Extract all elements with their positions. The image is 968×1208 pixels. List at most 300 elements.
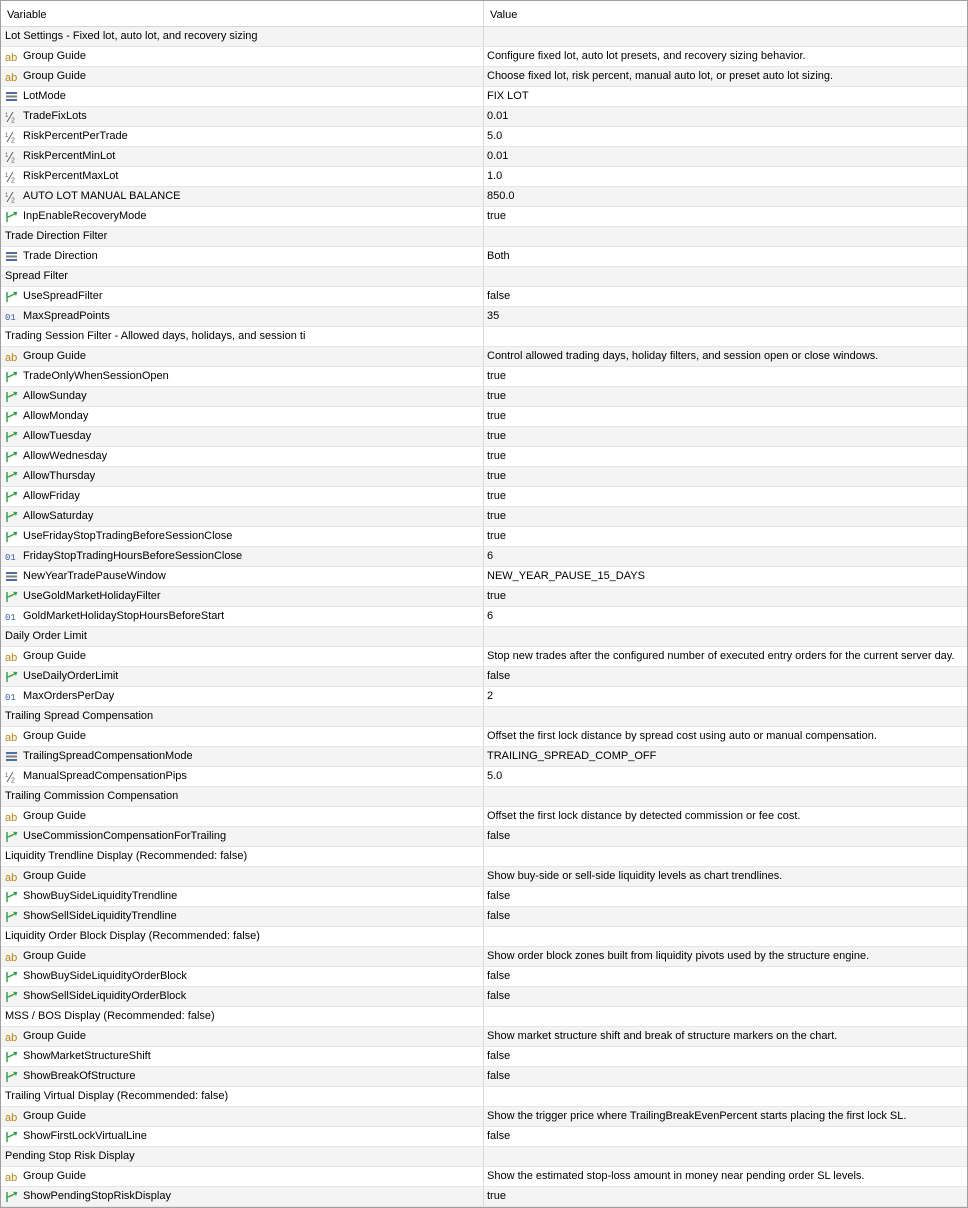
section-row[interactable] [1,1087,967,1107]
section-row[interactable] [1,327,967,347]
svg-text:ab: ab [5,651,18,663]
svg-text:2: 2 [11,197,15,203]
value-cell[interactable]: false [487,830,511,842]
parameter-row[interactable] [1,67,967,87]
variable-name: GoldMarketHolidayStopHoursBeforeStart [23,610,225,622]
parameter-row[interactable] [1,947,967,967]
svg-text:1: 1 [5,772,9,779]
double-type-icon [5,151,21,163]
parameter-row[interactable] [1,727,967,747]
parameter-row[interactable] [1,547,967,567]
svg-text:ab: ab [5,951,18,963]
parameter-row[interactable] [1,187,967,207]
value-cell[interactable]: Show market structure shift and break of structure markers on the chart. [487,1030,838,1042]
svg-text:ab: ab [5,811,18,823]
bool-type-icon [5,831,21,843]
variable-name: Group Guide [23,50,86,62]
section-title [1,227,484,246]
value-cell[interactable]: Offset the first lock distance by detected commission or fee cost. [487,810,801,822]
value-cell[interactable]: TRAILING_SPREAD_COMP_OFF [487,750,657,762]
variable-cell[interactable] [1,247,484,266]
variable-name: AllowSunday [23,390,87,402]
int-type-icon [5,691,21,703]
svg-text:1: 1 [5,152,9,159]
value-cell[interactable]: 2 [487,690,494,702]
parameter-row[interactable] [1,167,967,187]
variable-name: Group Guide [23,70,86,82]
variable-name: AllowMonday [23,410,89,422]
value-cell[interactable]: 0.01 [487,150,509,162]
variable-name: ShowBreakOfStructure [23,1070,136,1082]
double-type-icon [5,191,21,203]
variable-name: UseCommissionCompensationForTrailing [23,830,227,842]
section-title [1,27,484,46]
parameter-row[interactable] [1,107,967,127]
svg-text:1: 1 [5,172,9,179]
variable-name: UseDailyOrderLimit [23,670,119,682]
bool-type-icon [5,431,21,443]
variable-cell[interactable] [1,887,484,906]
value-cell[interactable]: true [487,430,506,442]
variable-cell[interactable] [1,687,484,706]
variable-name: TradeFixLots [23,110,87,122]
enum-type-icon [5,91,21,103]
variable-name: TradeOnlyWhenSessionOpen [23,370,169,382]
variable-cell[interactable] [1,1167,484,1186]
bool-type-icon [5,391,21,403]
bool-type-icon [5,1131,21,1143]
section-row[interactable] [1,787,967,807]
value-cell[interactable]: true [487,490,506,502]
variable-cell[interactable] [1,567,484,586]
variable-name: Group Guide [23,1030,86,1042]
value-cell[interactable]: false [487,890,511,902]
svg-text:01: 01 [5,312,16,323]
parameter-row[interactable] [1,767,967,787]
variable-name: Lot Settings - Fixed lot, auto lot, and recovery sizing [5,30,258,42]
value-cell[interactable]: false [487,1130,511,1142]
string-type-icon [5,51,21,63]
variable-cell[interactable] [1,727,484,746]
svg-text:01: 01 [5,692,16,703]
int-type-icon [5,551,21,563]
variable-name: Group Guide [23,950,86,962]
variable-name: AllowTuesday [23,430,92,442]
variable-cell[interactable] [1,807,484,826]
value-cell [484,927,967,946]
variable-name: MaxSpreadPoints [23,310,110,322]
section-row[interactable] [1,267,967,287]
parameter-row[interactable] [1,687,967,707]
parameter-row[interactable] [1,427,967,447]
variable-name: Group Guide [23,870,86,882]
value-cell[interactable]: true [487,390,506,402]
variable-cell[interactable] [1,47,484,66]
variable-cell[interactable] [1,207,484,226]
parameter-row[interactable] [1,487,967,507]
variable-cell[interactable] [1,587,484,606]
string-type-icon [5,351,21,363]
variable-cell[interactable] [1,67,484,86]
section-title [1,787,484,806]
value-cell[interactable]: 1.0 [487,170,503,182]
section-title [1,267,484,286]
variable-name: AllowThursday [23,470,96,482]
value-cell[interactable]: Show buy-side or sell-side liquidity levels as chart trendlines. [487,870,783,882]
parameter-row[interactable] [1,747,967,767]
variable-name: ShowBuySideLiquidityTrendline [23,890,178,902]
variable-cell[interactable] [1,127,484,146]
value-cell[interactable]: 6 [487,550,494,562]
svg-text:ab: ab [5,1171,18,1183]
variable-name: Pending Stop Risk Display [5,1150,135,1162]
bool-type-icon [5,891,21,903]
section-title [1,707,484,726]
variable-name: UseSpreadFilter [23,290,103,302]
enum-type-icon [5,251,21,263]
value-cell[interactable]: false [487,290,511,302]
variable-cell[interactable] [1,967,484,986]
value-cell[interactable]: Configure fixed lot, auto lot presets, and recovery sizing behavior. [487,50,806,62]
svg-text:ab: ab [5,1111,18,1123]
variable-name: ShowFirstLockVirtualLine [23,1130,147,1142]
svg-text:1: 1 [5,192,9,199]
bool-type-icon [5,491,21,503]
value-cell[interactable]: true [487,470,506,482]
parameter-row[interactable] [1,887,967,907]
variable-name: ShowBuySideLiquidityOrderBlock [23,970,187,982]
variable-name: NewYearTradePauseWindow [23,570,166,582]
variable-name: TrailingSpreadCompensationMode [23,750,193,762]
variable-cell[interactable] [1,347,484,366]
bool-type-icon [5,471,21,483]
variable-name: FridayStopTradingHoursBeforeSessionClose [23,550,243,562]
parameter-row[interactable] [1,827,967,847]
value-cell[interactable]: 850.0 [487,190,515,202]
svg-text:01: 01 [5,552,16,563]
variable-cell[interactable] [1,427,484,446]
int-type-icon [5,611,21,623]
value-cell[interactable]: Show order block zones built from liquidity pivots used by the structure engine. [487,950,870,962]
svg-text:01: 01 [5,612,16,623]
variable-cell[interactable] [1,287,484,306]
value-cell[interactable]: false [487,990,511,1002]
parameter-row[interactable] [1,407,967,427]
parameter-row[interactable] [1,527,967,547]
variable-cell[interactable] [1,387,484,406]
value-cell[interactable]: true [487,1190,506,1202]
variable-name: Group Guide [23,350,86,362]
value-cell[interactable]: true [487,530,506,542]
value-cell [484,1087,967,1106]
value-cell[interactable]: true [487,450,506,462]
parameter-row[interactable] [1,607,967,627]
svg-text:1: 1 [5,112,9,119]
variable-cell[interactable] [1,547,484,566]
bool-type-icon [5,211,21,223]
string-type-icon [5,1031,21,1043]
variable-name: ShowMarketStructureShift [23,1050,151,1062]
parameter-row[interactable] [1,667,967,687]
section-row[interactable] [1,1007,967,1027]
svg-text:1: 1 [5,132,9,139]
svg-text:2: 2 [11,157,15,163]
string-type-icon [5,811,21,823]
variable-name: ShowPendingStopRiskDisplay [23,1190,171,1202]
string-type-icon [5,951,21,963]
value-cell[interactable]: Control allowed trading days, holiday filters, and session open or close windows. [487,350,879,362]
value-cell[interactable]: Stop new trades after the configured number of executed entry orders for the current server day. [487,650,955,662]
int-type-icon [5,311,21,323]
parameter-row[interactable] [1,447,967,467]
variable-name: ManualSpreadCompensationPips [23,770,187,782]
parameter-row[interactable] [1,1187,967,1207]
parameter-row[interactable] [1,47,967,67]
value-cell [484,787,967,806]
bool-type-icon [5,451,21,463]
bool-type-icon [5,291,21,303]
variable-name: Trailing Commission Compensation [5,790,179,802]
value-cell[interactable]: FIX LOT [487,90,529,102]
parameter-row[interactable] [1,307,967,327]
value-cell [484,1007,967,1026]
variable-cell[interactable] [1,827,484,846]
svg-text:ab: ab [5,71,18,83]
parameter-row[interactable] [1,967,967,987]
parameter-row[interactable] [1,127,967,147]
string-type-icon [5,1111,21,1123]
parameter-row[interactable] [1,807,967,827]
section-title [1,1087,484,1106]
value-cell[interactable]: Show the estimated stop-loss amount in money near pending order SL levels. [487,1170,865,1182]
bool-type-icon [5,511,21,523]
parameter-row[interactable] [1,1127,967,1147]
double-type-icon [5,131,21,143]
section-row[interactable] [1,847,967,867]
variable-name: Trailing Virtual Display (Recommended: false) [5,1090,229,1102]
variable-cell[interactable] [1,307,484,326]
value-cell[interactable]: true [487,510,506,522]
bool-type-icon [5,1191,21,1203]
value-cell[interactable]: NEW_YEAR_PAUSE_15_DAYS [487,570,645,582]
variable-name: AllowSaturday [23,510,94,522]
variable-cell[interactable] [1,667,484,686]
value-cell [484,1147,967,1166]
variable-cell[interactable] [1,1067,484,1086]
grid-body [1,27,967,1207]
value-cell[interactable]: true [487,410,506,422]
variable-cell[interactable] [1,867,484,886]
variable-cell[interactable] [1,1107,484,1126]
parameter-row[interactable] [1,207,967,227]
value-cell [484,227,967,246]
variable-name: Spread Filter [5,270,68,282]
parameter-row[interactable] [1,987,967,1007]
variable-cell[interactable] [1,1187,484,1206]
svg-text:ab: ab [5,351,18,363]
variable-cell[interactable] [1,767,484,786]
parameter-row[interactable] [1,467,967,487]
section-row[interactable] [1,227,967,247]
bool-type-icon [5,411,21,423]
variable-name: LotMode [23,90,66,102]
value-cell[interactable]: true [487,370,506,382]
value-cell[interactable]: false [487,1070,511,1082]
string-type-icon [5,1171,21,1183]
parameter-row[interactable] [1,507,967,527]
double-type-icon [5,171,21,183]
parameter-row[interactable] [1,87,967,107]
variable-cell[interactable] [1,147,484,166]
variable-name: AllowFriday [23,490,80,502]
variable-name: AUTO LOT MANUAL BALANCE [23,190,181,202]
section-row[interactable] [1,627,967,647]
value-cell[interactable]: 5.0 [487,130,503,142]
parameter-row[interactable] [1,587,967,607]
variable-name: Group Guide [23,810,86,822]
bool-type-icon [5,591,21,603]
value-cell[interactable]: true [487,590,506,602]
parameter-row[interactable] [1,1167,967,1187]
bool-type-icon [5,911,21,923]
variable-name: Group Guide [23,650,86,662]
value-cell[interactable]: false [487,970,511,982]
value-cell [484,707,967,726]
value-cell[interactable]: Show the trigger price where TrailingBreakEvenPercent starts placing the first lock SL. [487,1110,907,1122]
header-variable[interactable]: Variable [1,1,484,26]
parameter-row[interactable] [1,907,967,927]
variable-cell[interactable] [1,987,484,1006]
parameter-row[interactable] [1,247,967,267]
variable-cell[interactable] [1,607,484,626]
section-title [1,1007,484,1026]
section-row[interactable] [1,27,967,47]
value-cell[interactable]: 0.01 [487,110,509,122]
variable-name: RiskPercentPerTrade [23,130,128,142]
value-cell[interactable]: false [487,670,511,682]
variable-name: RiskPercentMaxLot [23,170,119,182]
value-cell [484,627,967,646]
bool-type-icon [5,531,21,543]
value-cell[interactable]: 5.0 [487,770,503,782]
section-title [1,927,484,946]
variable-cell[interactable] [1,407,484,426]
parameter-row[interactable] [1,1107,967,1127]
variable-cell[interactable] [1,907,484,926]
variable-cell[interactable] [1,1127,484,1146]
variable-cell[interactable] [1,647,484,666]
parameter-row[interactable] [1,1027,967,1047]
bool-type-icon [5,671,21,683]
double-type-icon [5,771,21,783]
variable-name: Group Guide [23,1170,86,1182]
section-row[interactable] [1,1147,967,1167]
parameter-row[interactable] [1,287,967,307]
variable-name: InpEnableRecoveryMode [23,210,147,222]
bool-type-icon [5,371,21,383]
variable-cell[interactable] [1,487,484,506]
variable-cell[interactable] [1,367,484,386]
section-row[interactable] [1,927,967,947]
variable-name: Trading Session Filter - Allowed days, holidays, and session ti [5,330,306,342]
value-cell[interactable]: false [487,1050,511,1062]
section-row[interactable] [1,707,967,727]
enum-type-icon [5,571,21,583]
value-cell[interactable]: false [487,910,511,922]
parameter-row[interactable] [1,367,967,387]
svg-text:ab: ab [5,51,18,63]
value-cell[interactable]: true [487,210,506,222]
variable-cell[interactable] [1,187,484,206]
parameter-row[interactable] [1,347,967,367]
parameter-row[interactable] [1,147,967,167]
bool-type-icon [5,971,21,983]
variable-name: Trade Direction Filter [5,230,108,242]
svg-text:2: 2 [11,117,15,123]
string-type-icon [5,731,21,743]
variable-cell[interactable] [1,107,484,126]
variable-cell[interactable] [1,447,484,466]
value-cell[interactable]: 35 [487,310,500,322]
value-cell[interactable]: 6 [487,610,494,622]
variable-cell[interactable] [1,467,484,486]
variable-cell[interactable] [1,1047,484,1066]
value-cell[interactable]: Both [487,250,510,262]
variable-name: MaxOrdersPerDay [23,690,115,702]
section-title [1,1147,484,1166]
variable-name: AllowWednesday [23,450,108,462]
string-type-icon [5,71,21,83]
variable-cell[interactable] [1,87,484,106]
variable-cell[interactable] [1,947,484,966]
variable-name: UseGoldMarketHolidayFilter [23,590,161,602]
variable-name: Liquidity Trendline Display (Recommended: false) [5,850,248,862]
svg-text:ab: ab [5,731,18,743]
value-cell [484,267,967,286]
variable-name: MSS / BOS Display (Recommended: false) [5,1010,215,1022]
variable-name: RiskPercentMinLot [23,150,116,162]
svg-text:ab: ab [5,871,18,883]
string-type-icon [5,871,21,883]
parameter-row[interactable] [1,1047,967,1067]
variable-cell[interactable] [1,747,484,766]
parameter-row[interactable] [1,567,967,587]
svg-text:2: 2 [11,777,15,783]
string-type-icon [5,651,21,663]
header-value[interactable]: Value [490,9,518,21]
parameter-row[interactable] [1,867,967,887]
parameter-row[interactable] [1,647,967,667]
variable-name: Group Guide [23,730,86,742]
svg-text:2: 2 [11,137,15,143]
variable-name: ShowSellSideLiquidityTrendline [23,910,177,922]
value-cell[interactable]: Choose fixed lot, risk percent, manual auto lot, or preset auto lot sizing. [487,70,834,82]
enum-type-icon [5,751,21,763]
variable-cell[interactable] [1,507,484,526]
value-cell[interactable]: Offset the first lock distance by spread cost using auto or manual compensation. [487,730,877,742]
parameter-row[interactable] [1,1067,967,1087]
section-title [1,847,484,866]
svg-text:2: 2 [11,177,15,183]
bool-type-icon [5,1071,21,1083]
variable-cell[interactable] [1,1027,484,1046]
variable-cell[interactable] [1,167,484,186]
parameter-row[interactable] [1,387,967,407]
bool-type-icon [5,991,21,1003]
variable-name: Group Guide [23,1110,86,1122]
grid-header [1,1,967,27]
variable-cell[interactable] [1,527,484,546]
